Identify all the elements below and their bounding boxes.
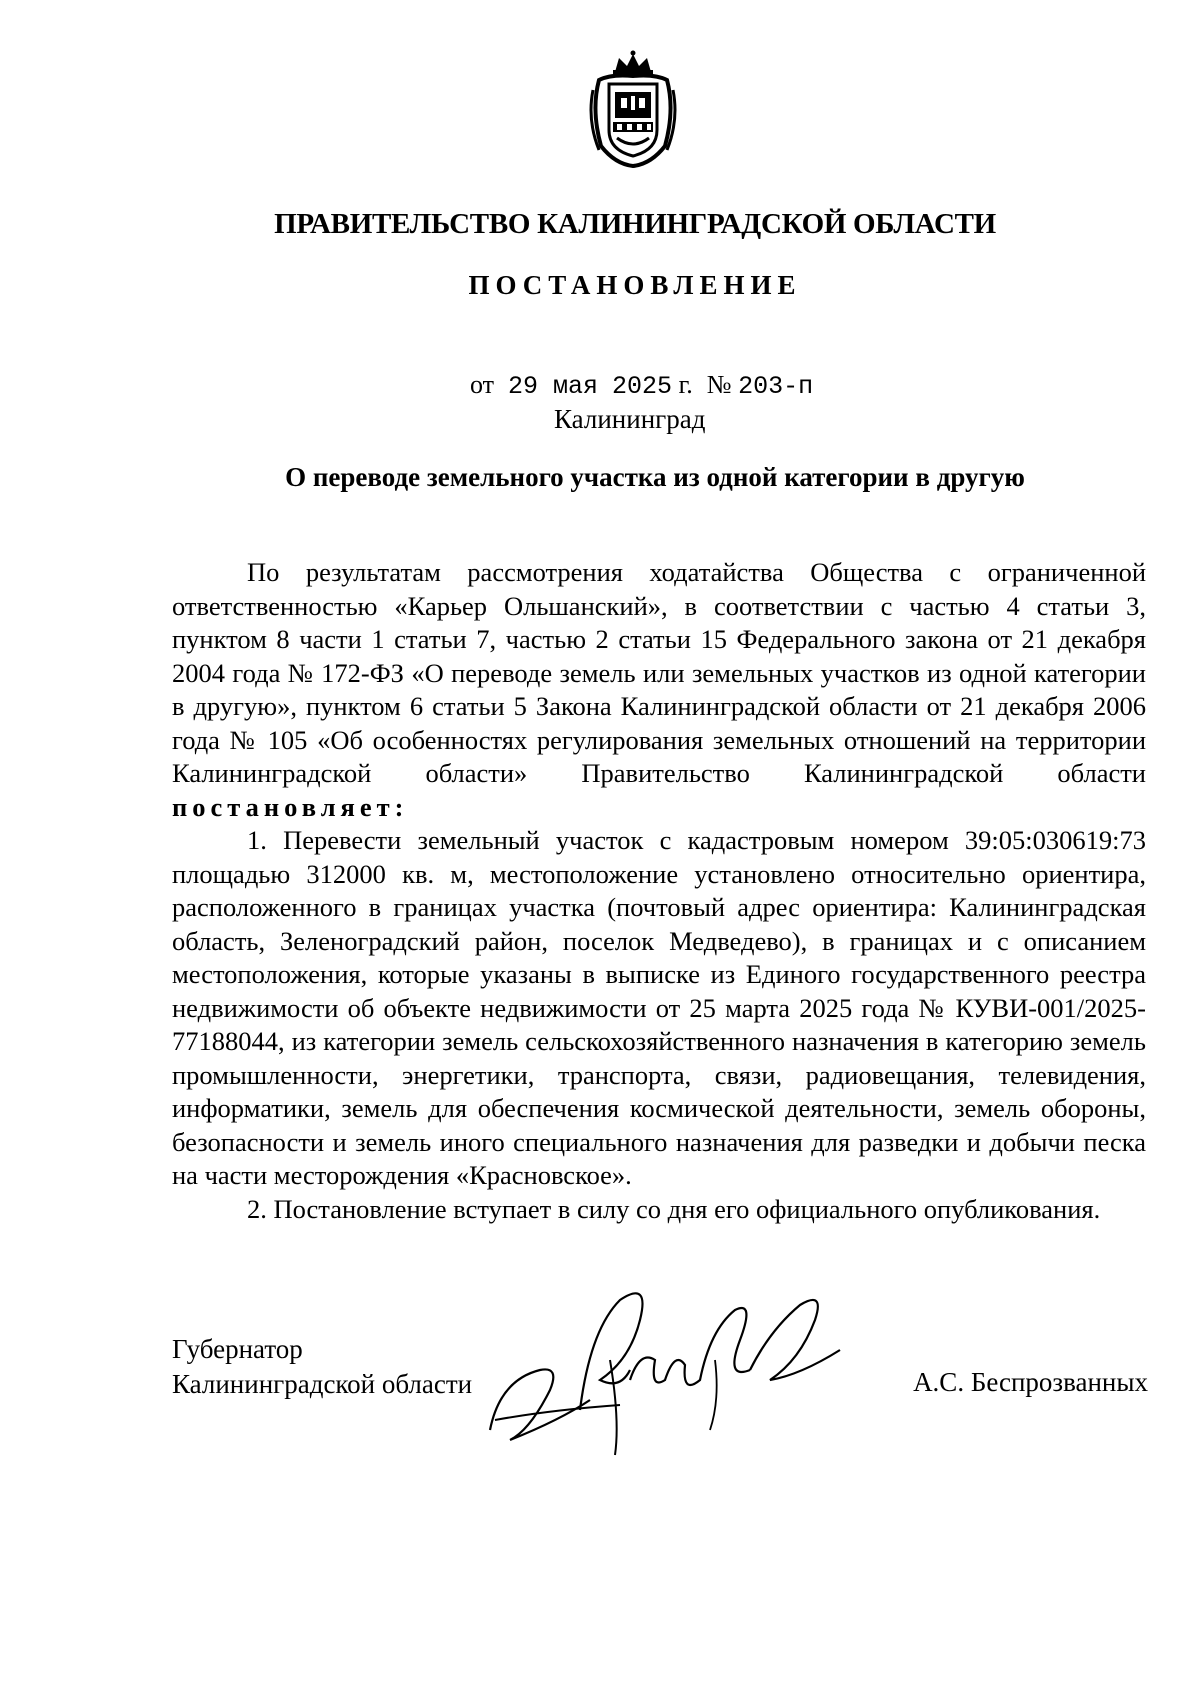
signatory-position [172, 1332, 472, 1402]
year-suffix: г. [678, 370, 693, 399]
number-sign: № [706, 370, 732, 399]
date-year: 2025 [612, 372, 673, 401]
date-prefix: от [470, 370, 495, 399]
resolves-word: постановляет: [172, 791, 409, 822]
preamble-text: По результатам рассмотрения ходатайства Общества с ограниченной ответственностью «Карьер Ольшанский», в соответствии с частью 4 статьи 3, пунктом 8 части 1 статьи 7, частью 2 статьи 15 Федерального закона от 21 декабря 2004 года № 172-ФЗ «О переводе земель или земельных участков из одной категории в другую», пунктом 6 статьи 5 Закона Калининградской области от 21 декабря 2006 года № 105 «Об особенностях регулирования земельных отношений на территории Калининградской области» Правительство Калининградской области [172, 557, 1146, 788]
coat-of-arms-emblem [585, 50, 681, 168]
document-type: ПОСТАНОВЛЕНИЕ [468, 270, 802, 300]
organization-title: ПРАВИТЕЛЬСТВО КАЛИНИНГРАДСКОЙ ОБЛАСТИ [274, 208, 996, 240]
document-body [172, 556, 1146, 1226]
date-day-month: 29 мая [508, 372, 599, 401]
signatory-name: А.С. Беспрозванных [913, 1367, 1148, 1397]
document-number: 203-п [738, 372, 814, 401]
item-paragraph: 1. Перевести земельный участок с кадастровым номером 39:05:030619:73 площадью 312000 кв. м, местоположение установлено относительно ориентира, расположенного в границах участка (почтовый адрес ориентира: Калининградская область, Зеленоградский район, поселок Медведево), в границах и с описанием местоположения, которые указаны в выписке из Единого государственного реестра недвижимости об объекте недвижимости от 25 марта 2025 года № КУВИ-001/2025-77188044, из категории земель сельскохозяйственного назначения в категорию земель промышленности, энергетики, транспорта, связи, радиовещания, телевидения, информатики, земель для обеспечения космической деятельности, земель обороны, безопасности и земель иного специального назначения для разведки и добычи песка на части месторождения «Красновское». [172, 825, 1146, 1190]
document-subject: О переводе земельного участка из одной категории в другую [285, 462, 1025, 492]
handwritten-signature [470, 1270, 870, 1470]
city: Калининград [554, 404, 706, 434]
position-line: Губернатор [172, 1334, 303, 1364]
registration-line [470, 370, 813, 401]
preamble-paragraph [172, 556, 1146, 824]
item-paragraph: 2. Постановление вступает в силу со дня его официального опубликования. [247, 1193, 1101, 1224]
position-line: Калининградской области [172, 1369, 473, 1399]
